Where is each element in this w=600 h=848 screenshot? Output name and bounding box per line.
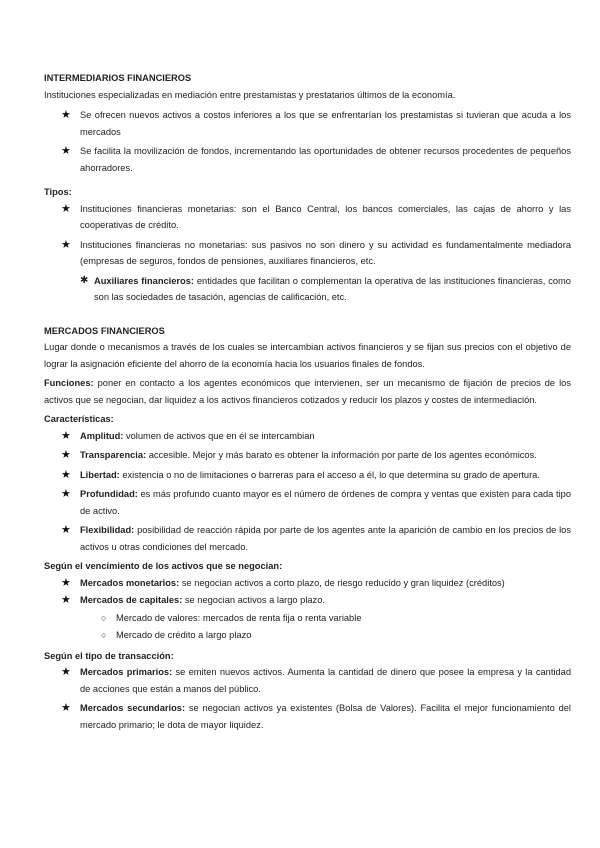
star-bullet-icon: ★ <box>61 594 71 606</box>
tipos-heading: Tipos: <box>44 187 72 197</box>
list-item: ★ Mercados monetarios: se negocian activos a corto plazo, de riesgo reducido y gran liquidez (créditos) <box>44 575 571 592</box>
transaccion-heading: Según el tipo de transacción: <box>44 650 174 661</box>
intermediarios-definition: Instituciones especializadas en mediación entre prestamistas y prestatarios últimos de la economía. <box>44 89 456 100</box>
star-bullet-icon: ★ <box>61 449 71 461</box>
list-item: ★ Mercados de capitales: se negocian activos a largo plazo. <box>44 592 571 609</box>
list-item: ○ Mercado de valores: mercados de renta fija o renta variable <box>44 610 571 627</box>
list-item <box>44 237 571 270</box>
mercados-definition: Lugar donde o mecanismos a través de los cuales se intercambian activos financieros y se fijan sus precios con el objetivo de lograr la asignación eficiente del ahorro de la economía hacia los usuarios finales de fondos. <box>44 342 571 369</box>
list-item: ★ Transparencia: accesible. Mejor y más barato es obtener la información por parte de los agentes económicos. <box>44 447 571 464</box>
vencimiento-list <box>44 575 571 609</box>
star-bullet-icon: ★ <box>61 238 71 251</box>
star-bullet-icon: ★ <box>61 524 71 536</box>
funciones-label: Funciones: <box>44 378 94 388</box>
star-bullet-icon: ★ <box>61 702 71 714</box>
list-item-text: Instituciones financieras no monetarias: sus pasivos no son dinero y su actividad es fundamentalmente mediadora (empresas de seguros, fondos de pensiones, auxiliares financieros, etc. <box>80 239 571 266</box>
star-bullet-icon: ★ <box>61 468 71 481</box>
document-content <box>44 70 571 736</box>
intermediarios-bullet-list <box>44 107 571 176</box>
star-bullet-icon: ★ <box>61 429 71 442</box>
auxiliares-term: Auxiliares financieros: <box>94 275 194 286</box>
list-item: ○ Mercado de crédito a largo plazo <box>44 627 571 644</box>
list-item <box>44 143 571 176</box>
vencimiento-heading: Según el vencimiento de los activos que se negocian: <box>44 561 283 571</box>
caracteristicas-heading: Características: <box>44 414 114 424</box>
list-item: ★ Libertad: existencia o no de limitaciones o barreras para el acceso a él, lo que determina su grado de apertura. <box>44 467 571 484</box>
circle-bullet-icon: ○ <box>101 612 107 623</box>
transaccion-list <box>44 664 571 733</box>
list-item: ★ Mercados secundarios: se negocian activos ya existentes (Bolsa de Valores). Facilita el mejor funcionamiento del mercado primario; le dota de mayor liquidez. <box>61 702 572 730</box>
asterisk-bullet-icon: ✱ <box>80 274 89 286</box>
capitales-sublist <box>44 610 571 644</box>
list-item-text: Instituciones financieras monetarias: son el Banco Central, los bancos comerciales, las cajas de ahorro y las cooperativas de crédito. <box>80 203 571 230</box>
list-item-text: Se ofrecen nuevos activos a costos inferiores a los que se enfrentarían los prestamistas si tuvieran que acuda a los mercados <box>80 110 571 137</box>
list-item: ★ Amplitud: volumen de activos que en él se intercambian <box>44 428 571 445</box>
star-bullet-icon: ★ <box>61 109 71 121</box>
star-bullet-icon: ★ <box>61 576 71 589</box>
list-item-auxiliares <box>44 273 571 306</box>
tipos-list <box>44 201 571 306</box>
star-bullet-icon: ★ <box>61 488 71 500</box>
star-bullet-icon: ★ <box>61 202 71 215</box>
list-item: ★ Flexibilidad: posibilidad de reacción rápida por parte de los agentes ante la aparición de cambio en los precios de los activos u otras condiciones del mercado. <box>61 524 571 552</box>
list-item-text: Se facilita la movilización de fondos, incrementando las oportunidades de obtener recursos procedentes de pequeños ahorradores. <box>80 146 571 173</box>
list-item <box>44 107 571 140</box>
mercados-title: MERCADOS FINANCIEROS <box>44 325 165 336</box>
list-item: ★ Mercados primarios: se emiten nuevos activos. Aumenta la cantidad de dinero que posee la empresa y la cantidad de acciones que están a manos del público. <box>61 666 571 694</box>
star-bullet-icon: ★ <box>61 145 71 157</box>
caracteristicas-list <box>44 428 571 556</box>
intermediarios-title: INTERMEDIARIOS FINANCIEROS <box>44 73 192 83</box>
list-item <box>44 201 571 234</box>
circle-bullet-icon: ○ <box>101 630 107 640</box>
star-bullet-icon: ★ <box>61 666 71 678</box>
list-item: ★ Profundidad: es más profundo cuanto mayor es el número de órdenes de compra y ventas que existen para cada tipo de activo. <box>61 488 571 516</box>
auxiliares-text: Auxiliares financieros: entidades que facilitan o complementan la operativa de las instituciones financieras, como son las sociedades de tasación, agencias de calificación, etc. <box>94 275 571 302</box>
funciones-paragraph: Funciones: poner en contacto a los agentes económicos que intervienen, ser un mecanismo de fijación de precios de los activos que se negocian, dar liquidez a los activos financieros cotizados y reducir los plazos y costes de intermediación. <box>44 378 571 405</box>
